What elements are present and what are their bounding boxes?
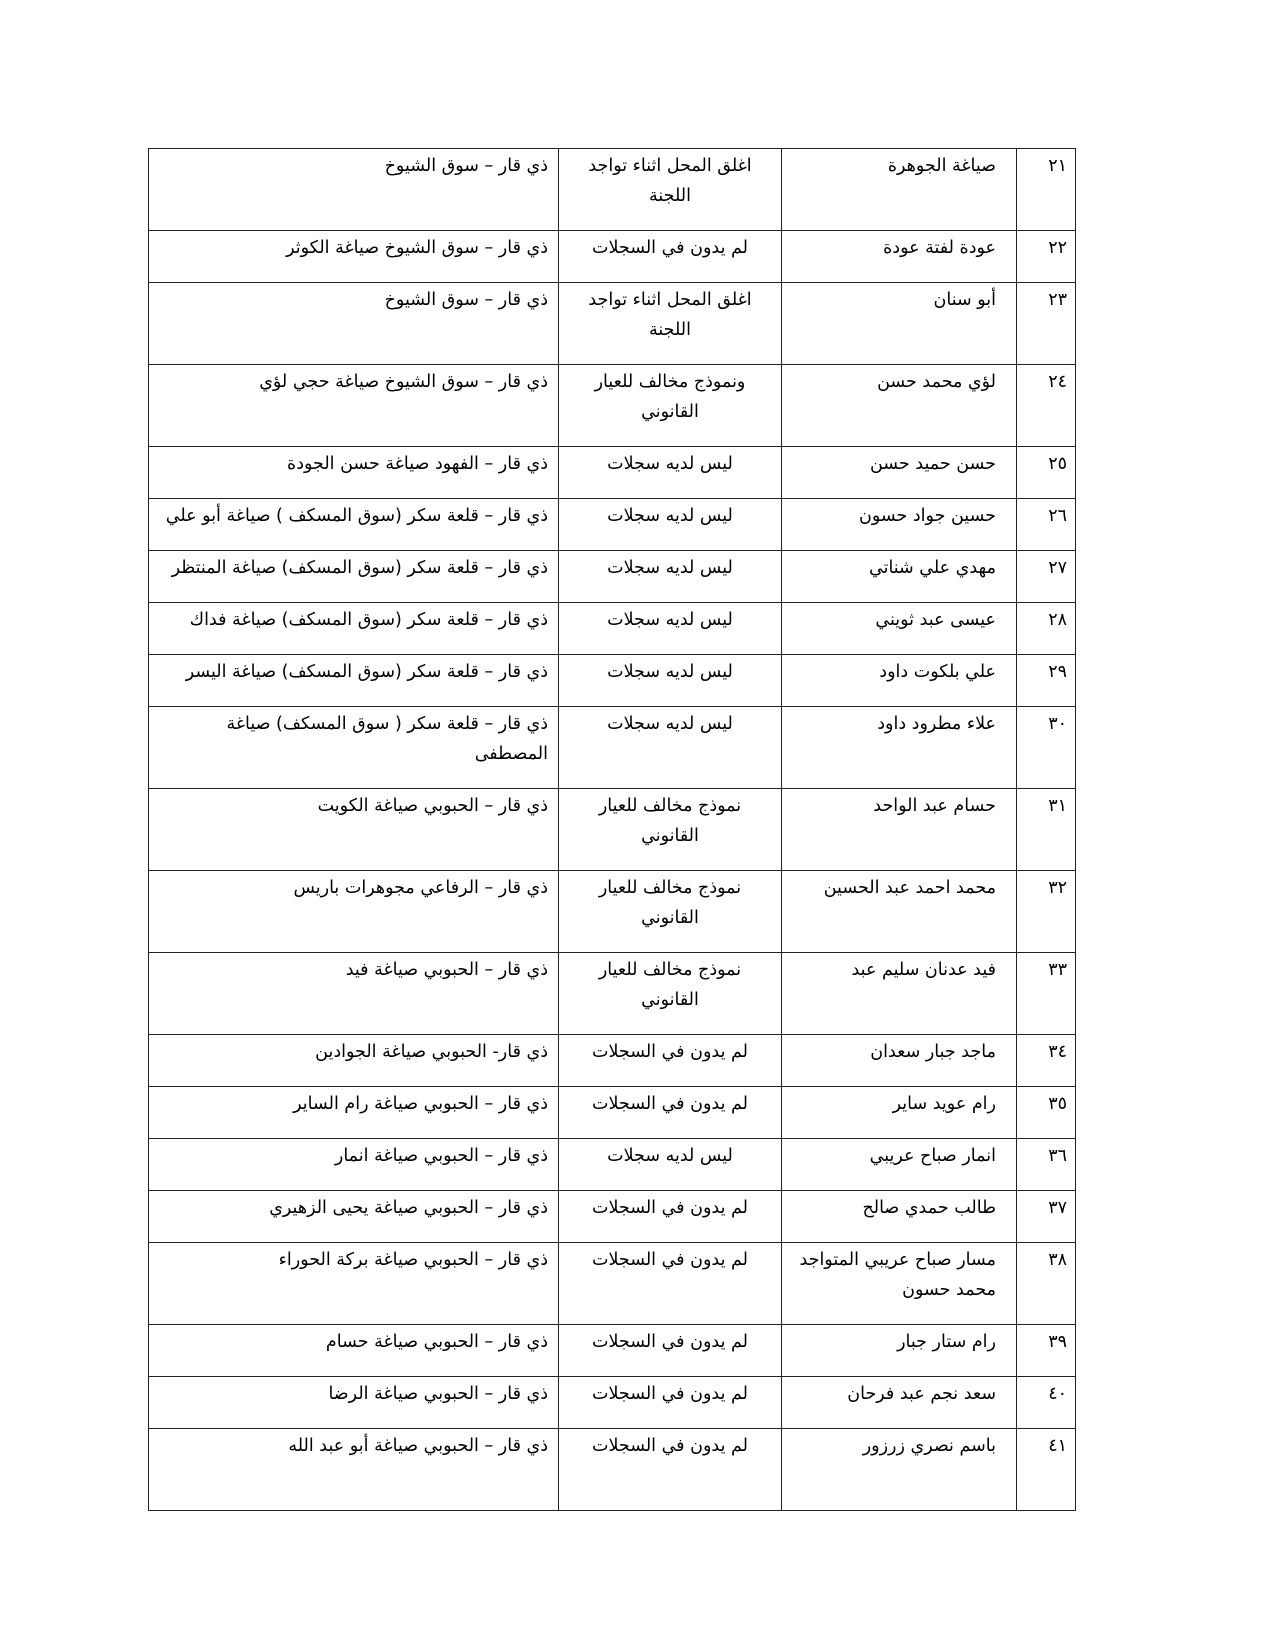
row-location-cell: ذي قار – الحبوبي صياغة رام الساير: [149, 1087, 559, 1139]
row-status-cell: اغلق المحل اثناء تواجد اللجنة: [559, 149, 782, 231]
row-name-cell: لؤي محمد حسن: [782, 365, 1017, 447]
row-status-cell: لم يدون في السجلات: [559, 1429, 782, 1511]
table-row: [149, 707, 1076, 789]
row-location-cell: ذي قار – سوق الشيوخ صياغة حجي لؤي: [149, 365, 559, 447]
row-number-cell: ٣٧: [1017, 1191, 1076, 1243]
row-name-cell: فيد عدنان سليم عبد: [782, 953, 1017, 1035]
row-location-cell: ذي قار – قلعة سكر (سوق المسكف) صياغة المنتظر: [149, 551, 559, 603]
row-number-cell: ٣٣: [1017, 953, 1076, 1035]
row-name-cell: علي بلكوت داود: [782, 655, 1017, 707]
row-name-cell: علاء مطرود داود: [782, 707, 1017, 789]
row-number-cell: ٣١: [1017, 789, 1076, 871]
row-status-cell: لم يدون في السجلات: [559, 231, 782, 283]
row-number-cell: ٢٣: [1017, 283, 1076, 365]
row-location-cell: ذي قار – الحبوبي صياغة انمار: [149, 1139, 559, 1191]
row-location-cell: ذي قار – الحبوبي صياغة حسام: [149, 1325, 559, 1377]
row-name-cell: حسين جواد حسون: [782, 499, 1017, 551]
table-row: [149, 1325, 1076, 1377]
table-row: [149, 1139, 1076, 1191]
row-location-cell: ذي قار- الحبوبي صياغة الجوادين: [149, 1035, 559, 1087]
row-name-cell: محمد احمد عبد الحسين: [782, 871, 1017, 953]
row-name-cell: أبو سنان: [782, 283, 1017, 365]
row-location-cell: ذي قار – الحبوبي صياغة يحيى الزهيري: [149, 1191, 559, 1243]
row-number-cell: ٢٩: [1017, 655, 1076, 707]
row-name-cell: صياغة الجوهرة: [782, 149, 1017, 231]
row-location-cell: ذي قار – الحبوبي صياغة بركة الحوراء: [149, 1243, 559, 1325]
records-table-body: [149, 149, 1076, 1511]
row-name-cell: طالب حمدي صالح: [782, 1191, 1017, 1243]
row-location-cell: ذي قار – الحبوبي صياغة فيد: [149, 953, 559, 1035]
row-status-cell: ليس لديه سجلات: [559, 499, 782, 551]
row-name-cell: ماجد جبار سعدان: [782, 1035, 1017, 1087]
row-location-cell: ذي قار – الحبوبي صياغة الرضا: [149, 1377, 559, 1429]
row-location-cell: ذي قار – الحبوبي صياغة أبو عبد الله: [149, 1429, 559, 1511]
row-location-cell: ذي قار – سوق الشيوخ صياغة الكوثر: [149, 231, 559, 283]
row-status-cell: ليس لديه سجلات: [559, 655, 782, 707]
row-status-cell: نموذج مخالف للعيار القانوني: [559, 871, 782, 953]
table-row: [149, 283, 1076, 365]
table-row: [149, 871, 1076, 953]
row-location-cell: ذي قار – الحبوبي صياغة الكويت: [149, 789, 559, 871]
row-status-cell: ونموذج مخالف للعيار القانوني: [559, 365, 782, 447]
table-row: [149, 1429, 1076, 1511]
table-row: [149, 365, 1076, 447]
row-status-cell: ليس لديه سجلات: [559, 1139, 782, 1191]
row-name-cell: سعد نجم عبد فرحان: [782, 1377, 1017, 1429]
table-row: [149, 1377, 1076, 1429]
row-number-cell: ٢٧: [1017, 551, 1076, 603]
row-number-cell: ٣٠: [1017, 707, 1076, 789]
row-status-cell: لم يدون في السجلات: [559, 1087, 782, 1139]
table-row: [149, 447, 1076, 499]
row-status-cell: لم يدون في السجلات: [559, 1377, 782, 1429]
row-number-cell: ٢٥: [1017, 447, 1076, 499]
row-number-cell: ٣٥: [1017, 1087, 1076, 1139]
row-name-cell: عودة لفتة عودة: [782, 231, 1017, 283]
row-number-cell: ٤١: [1017, 1429, 1076, 1511]
table-row: [149, 1087, 1076, 1139]
row-location-cell: ذي قار – سوق الشيوخ: [149, 283, 559, 365]
row-status-cell: نموذج مخالف للعيار القانوني: [559, 789, 782, 871]
row-number-cell: ٣٩: [1017, 1325, 1076, 1377]
table-row: [149, 789, 1076, 871]
row-name-cell: انمار صباح عريبي: [782, 1139, 1017, 1191]
row-status-cell: اغلق المحل اثناء تواجد اللجنة: [559, 283, 782, 365]
row-status-cell: ليس لديه سجلات: [559, 551, 782, 603]
row-number-cell: ٤٠: [1017, 1377, 1076, 1429]
row-location-cell: ذي قار – قلعة سكر ( سوق المسكف) صياغة المصطفى: [149, 707, 559, 789]
table-row: [149, 499, 1076, 551]
row-status-cell: لم يدون في السجلات: [559, 1035, 782, 1087]
row-location-cell: ذي قار – الفهود صياغة حسن الجودة: [149, 447, 559, 499]
row-name-cell: باسم نصري زرزور: [782, 1429, 1017, 1511]
row-status-cell: نموذج مخالف للعيار القانوني: [559, 953, 782, 1035]
row-number-cell: ٢٤: [1017, 365, 1076, 447]
table-row: [149, 551, 1076, 603]
records-table: [148, 148, 1076, 1511]
row-status-cell: لم يدون في السجلات: [559, 1191, 782, 1243]
row-location-cell: ذي قار – قلعة سكر (سوق المسكف) صياغة فداك: [149, 603, 559, 655]
row-location-cell: ذي قار – قلعة سكر (سوق المسكف) صياغة اليسر: [149, 655, 559, 707]
row-name-cell: مسار صباح عريبي المتواجد محمد حسون: [782, 1243, 1017, 1325]
row-number-cell: ٣٢: [1017, 871, 1076, 953]
row-number-cell: ٣٦: [1017, 1139, 1076, 1191]
table-row: [149, 655, 1076, 707]
table-row: [149, 231, 1076, 283]
row-number-cell: ٢٢: [1017, 231, 1076, 283]
row-status-cell: ليس لديه سجلات: [559, 447, 782, 499]
table-row: [149, 603, 1076, 655]
table-row: [149, 1035, 1076, 1087]
row-location-cell: ذي قار – سوق الشيوخ: [149, 149, 559, 231]
row-number-cell: ٣٤: [1017, 1035, 1076, 1087]
row-name-cell: عيسى عبد ثويني: [782, 603, 1017, 655]
table-row: [149, 1243, 1076, 1325]
row-name-cell: حسن حميد حسن: [782, 447, 1017, 499]
row-status-cell: ليس لديه سجلات: [559, 707, 782, 789]
row-name-cell: مهدي علي شناتي: [782, 551, 1017, 603]
row-status-cell: لم يدون في السجلات: [559, 1243, 782, 1325]
row-name-cell: حسام عبد الواحد: [782, 789, 1017, 871]
row-number-cell: ٣٨: [1017, 1243, 1076, 1325]
row-status-cell: ليس لديه سجلات: [559, 603, 782, 655]
row-name-cell: رام عويد ساير: [782, 1087, 1017, 1139]
row-location-cell: ذي قار – قلعة سكر (سوق المسكف ) صياغة أبو علي: [149, 499, 559, 551]
table-row: [149, 149, 1076, 231]
table-row: [149, 1191, 1076, 1243]
row-number-cell: ٢٦: [1017, 499, 1076, 551]
row-status-cell: لم يدون في السجلات: [559, 1325, 782, 1377]
row-name-cell: رام ستار جبار: [782, 1325, 1017, 1377]
row-number-cell: ٢٨: [1017, 603, 1076, 655]
row-location-cell: ذي قار – الرفاعي مجوهرات باريس: [149, 871, 559, 953]
row-number-cell: ٢١: [1017, 149, 1076, 231]
table-row: [149, 953, 1076, 1035]
